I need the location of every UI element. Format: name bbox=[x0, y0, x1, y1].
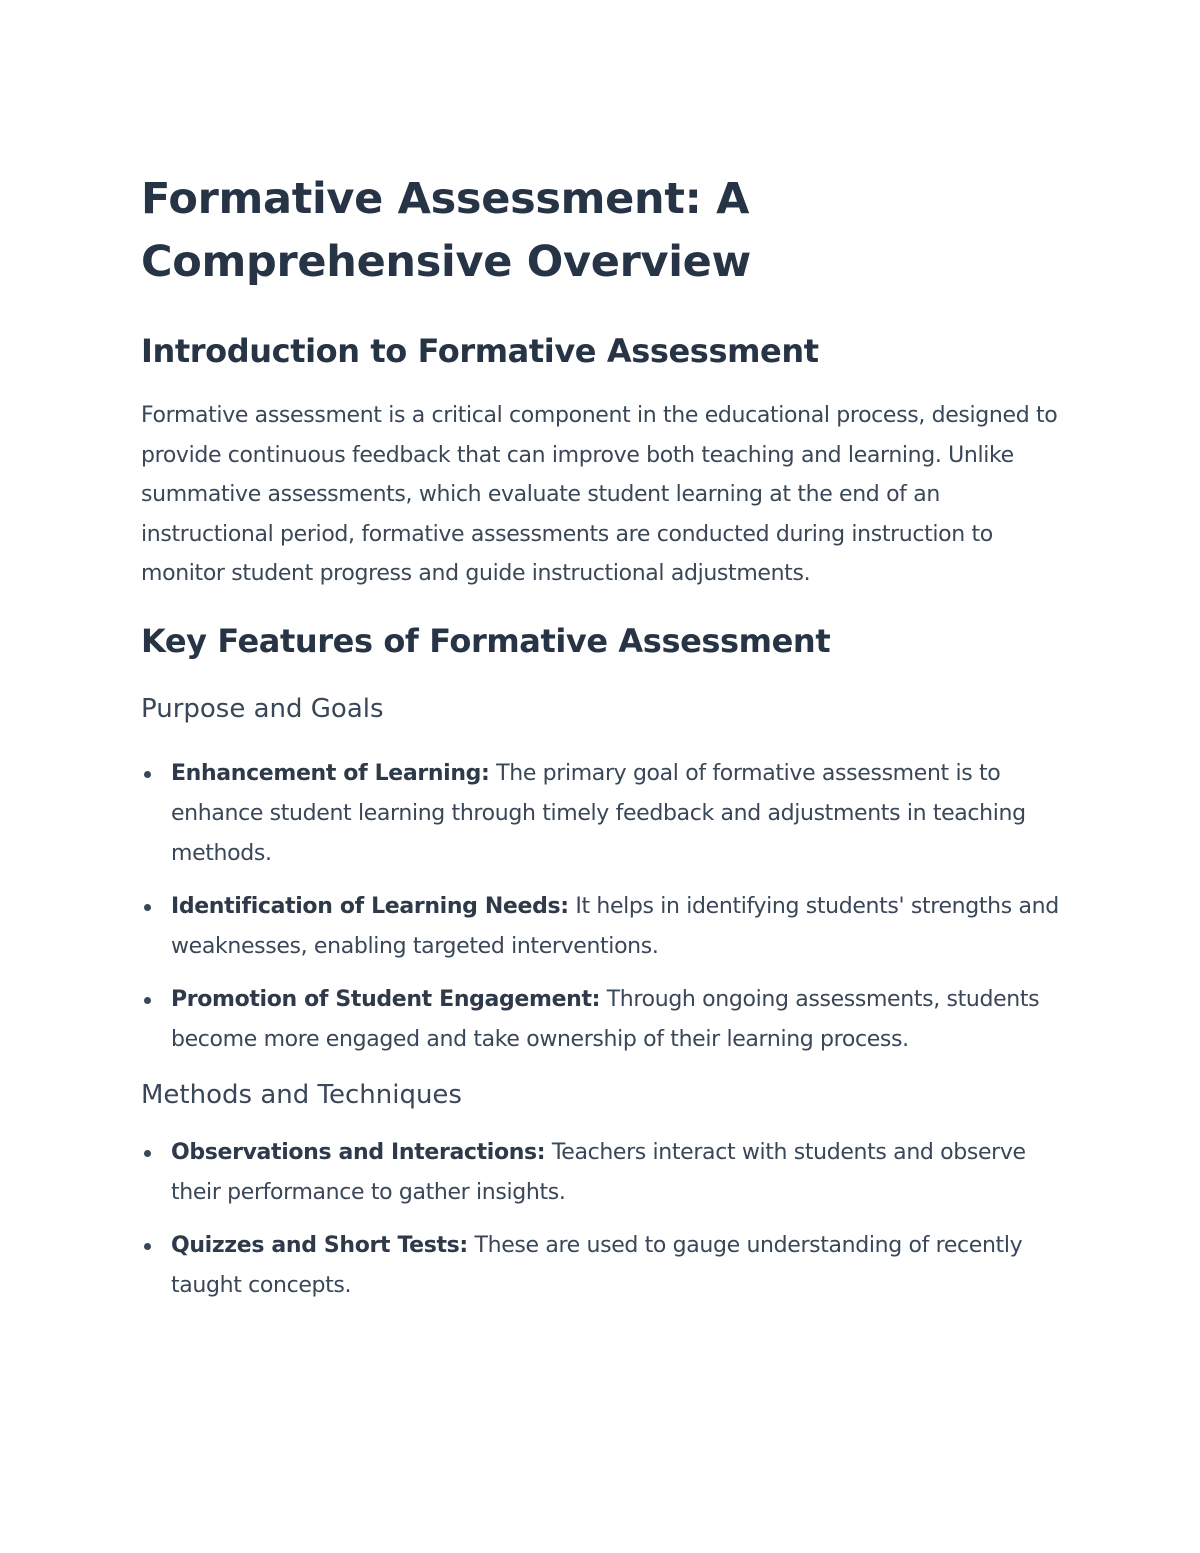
list-item-term: Quizzes and Short Tests: bbox=[171, 1232, 468, 1258]
introduction-paragraph: Formative assessment is a critical component in the educational process, designed to provide continuous feedback that can improve both teaching and learning. Unlike summative assessments, which evaluate student learning at the end of an instructional period, formative assessments are conducted during instruction to monitor student progress and guide instructional adjustments. bbox=[141, 403, 1058, 587]
list-item bbox=[141, 1226, 1071, 1306]
list-item-text: The primary goal of formative assessment is to enhance student learning through timely feedback and adjustments in teaching methods. bbox=[171, 760, 1026, 866]
bullet-icon bbox=[144, 904, 151, 911]
document-page bbox=[141, 168, 1071, 1319]
section-heading-key-features: Key Features of Formative Assessment bbox=[141, 621, 831, 660]
purpose-goals-list bbox=[141, 754, 1071, 1060]
list-item-text: Through ongoing assessments, students become more engaged and take ownership of their learning process. bbox=[171, 986, 1040, 1052]
methods-techniques-list bbox=[141, 1133, 1071, 1306]
list-item bbox=[141, 1133, 1071, 1213]
bullet-icon bbox=[144, 1150, 151, 1157]
list-item bbox=[141, 887, 1071, 967]
list-item-text: These are used to gauge understanding of recently taught concepts. bbox=[171, 1232, 1023, 1298]
subsection-heading-methods-techniques: Methods and Techniques bbox=[141, 1079, 462, 1110]
list-item bbox=[141, 980, 1071, 1060]
list-item bbox=[141, 754, 1071, 874]
section-heading-introduction: Introduction to Formative Assessment bbox=[141, 332, 819, 370]
document-title: Formative Assessment: A Comprehensive Overview bbox=[141, 174, 751, 287]
list-item-text: Teachers interact with students and observe their performance to gather insights. bbox=[171, 1139, 1026, 1205]
bullet-icon bbox=[144, 1243, 151, 1250]
subsection-heading-purpose-goals: Purpose and Goals bbox=[141, 693, 384, 724]
list-item-term: Observations and Interactions: bbox=[171, 1139, 546, 1165]
list-item-text: It helps in identifying students' strengths and weaknesses, enabling targeted interventions. bbox=[171, 893, 1059, 959]
list-item-term: Enhancement of Learning: bbox=[171, 760, 490, 786]
list-item-term: Promotion of Student Engagement: bbox=[171, 986, 601, 1012]
bullet-icon bbox=[144, 771, 151, 778]
bullet-icon bbox=[144, 997, 151, 1004]
list-item-term: Identification of Learning Needs: bbox=[171, 893, 569, 919]
